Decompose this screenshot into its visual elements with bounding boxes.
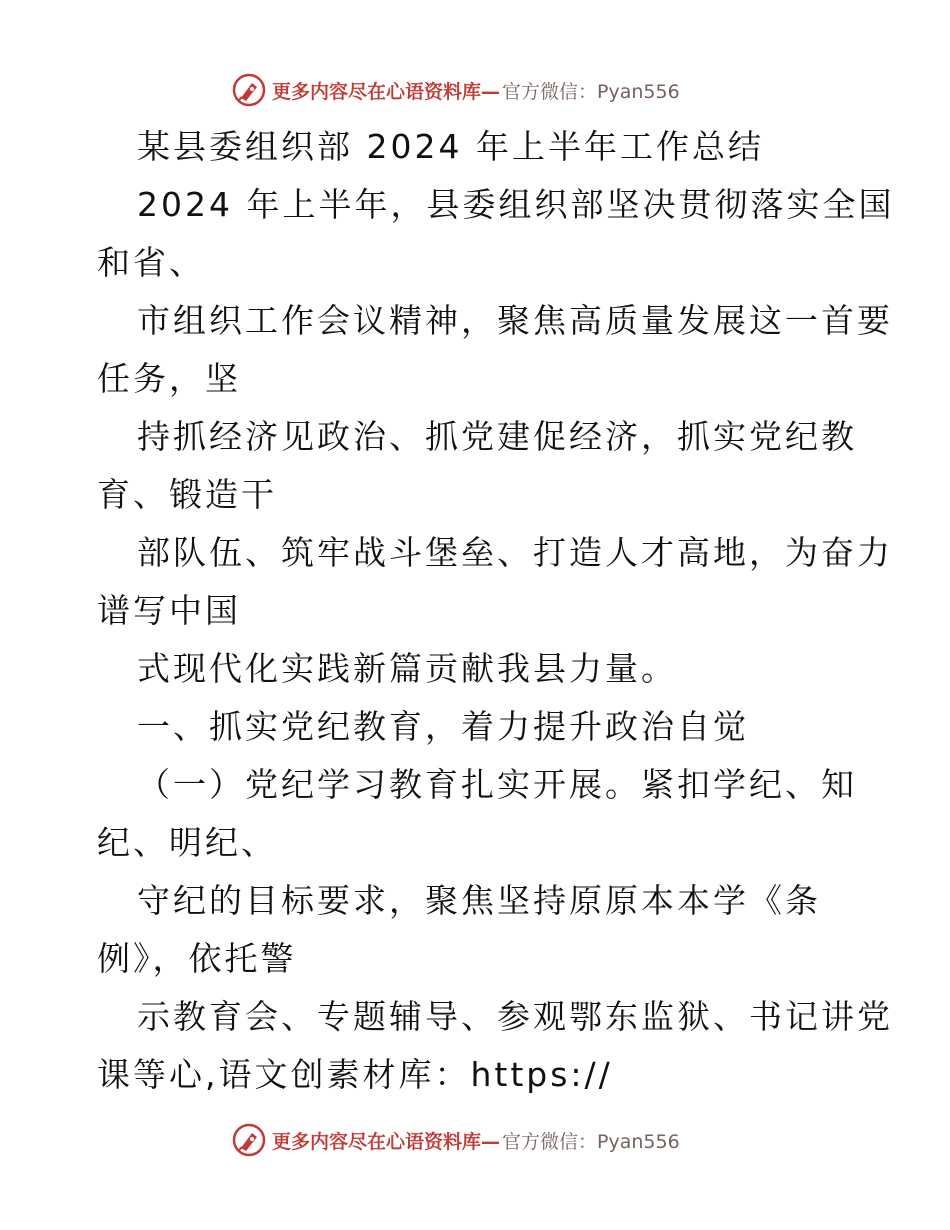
paragraph-line: 市组织工作会议精神，聚焦高质量发展这一首要 <box>137 301 893 340</box>
footer-watermark-banner <box>232 1120 680 1160</box>
document-title: 某县委组织部 2024 年上半年工作总结 <box>137 127 764 166</box>
paragraph-line: 课等心,语文创素材库：https:// <box>97 1055 613 1094</box>
subsection-line: （一）党纪学习教育扎实开展。紧扣学纪、知 <box>137 765 857 804</box>
header-watermark-banner <box>232 70 680 110</box>
pen-nib-logo-icon <box>232 1123 266 1157</box>
watermark-wechat: 官方微信：Pyan556 <box>502 1130 680 1153</box>
paragraph-line: 2024 年上半年，县委组织部坚决贯彻落实全国 <box>137 185 895 224</box>
paragraph-line: 持抓经济见政治、抓党建促经济，抓实党纪教 <box>137 417 857 456</box>
paragraph-line: 式现代化实践新篇贡献我县力量。 <box>137 649 677 688</box>
watermark-text: 更多内容尽在心语资料库— <box>272 80 501 103</box>
paragraph-line: 纪、明纪、 <box>97 823 277 862</box>
paragraph-line: 谱写中国 <box>97 591 241 630</box>
paragraph-line: 和省、 <box>97 243 205 282</box>
paragraph-line: 示教育会、专题辅导、参观鄂东监狱、书记讲党 <box>137 997 893 1036</box>
paragraph-line: 任务，坚 <box>97 359 241 398</box>
watermark-wechat: 官方微信：Pyan556 <box>502 80 680 103</box>
pen-nib-logo-icon <box>232 73 266 107</box>
paragraph-line: 例》，依托警 <box>97 939 297 978</box>
paragraph-line: 育、锻造干 <box>97 475 277 514</box>
paragraph-line: 守纪的目标要求，聚焦坚持原原本本学《条 <box>137 881 821 920</box>
paragraph-line: 部队伍、筑牢战斗堡垒、打造人才高地，为奋力 <box>137 533 893 572</box>
section-heading: 一、抓实党纪教育，着力提升政治自觉 <box>137 707 749 746</box>
watermark-text: 更多内容尽在心语资料库— <box>272 1130 501 1153</box>
